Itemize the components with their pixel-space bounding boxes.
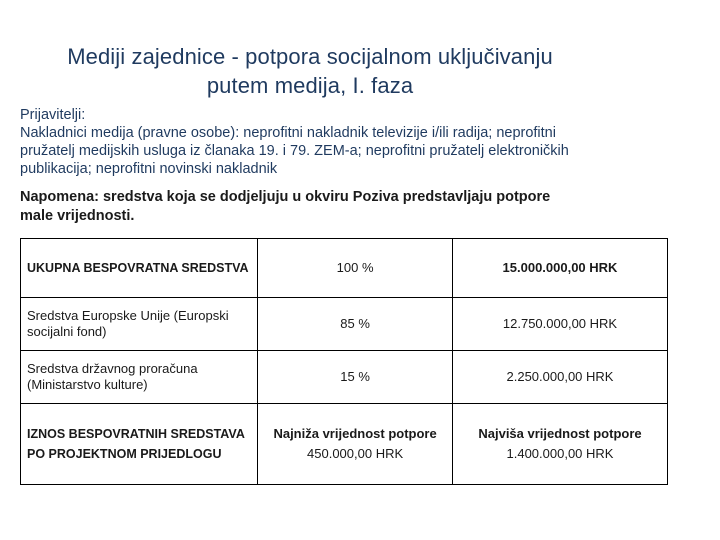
max-support-label: Najviša vrijednost potpore <box>478 426 642 441</box>
row-amount-total: 15.000.000,00 HRK <box>452 239 667 298</box>
row-percent-total: 100 % <box>258 239 453 298</box>
min-support-label: Najniža vrijednost potpore <box>273 426 437 441</box>
row-name-state: Sredstva državnog proračuna (Ministarstvo kulture) <box>21 351 258 404</box>
slide-title <box>0 42 620 100</box>
row-name-eu: Sredstva Europske Unije (Europski socijalni fond) <box>21 298 258 351</box>
row-name-project: IZNOS BESPOVRATNIH SREDSTAVA PO PROJEKTNOM PRIJEDLOGU <box>21 404 258 485</box>
max-support-cell <box>452 404 667 485</box>
max-support-value: 1.400.000,00 HRK <box>506 446 614 461</box>
table-row-eu <box>21 298 668 351</box>
min-support-value: 450.000,00 HRK <box>307 446 404 461</box>
applicants-section <box>20 106 580 178</box>
row-name-total: UKUPNA BESPOVRATNA SREDSTVA <box>21 239 258 298</box>
slide-title-line-2: putem medija, I. faza <box>206 73 414 98</box>
note-text: Napomena: sredstva koja se dodjeljuju u okviru Poziva predstavljaju potpore male vrijednosti. <box>20 189 551 224</box>
row-amount-state: 2.250.000,00 HRK <box>452 351 667 404</box>
funding-table <box>20 238 668 485</box>
row-percent-state: 15 % <box>258 351 453 404</box>
applicants-label: Prijavitelji: <box>20 107 86 123</box>
table-row-total <box>21 239 668 298</box>
table-row-state <box>21 351 668 404</box>
min-support-cell <box>258 404 453 485</box>
applicants-text: Nakladnici medija (pravne osobe): neprofitni nakladnik televizije i/ili radija; neprofitni pružatelj medijskih usluga iz članaka 19. i 79. ZEM-a; neprofitni pružatelj elektroničkih publikacija; neprofitni novinski nakladnik <box>20 125 569 177</box>
row-percent-eu: 85 % <box>258 298 453 351</box>
row-amount-eu: 12.750.000,00 HRK <box>452 298 667 351</box>
table-row-project <box>21 404 668 485</box>
slide-title-line-1: Mediji zajednice - potpora socijalnom uključivanju <box>67 44 553 69</box>
